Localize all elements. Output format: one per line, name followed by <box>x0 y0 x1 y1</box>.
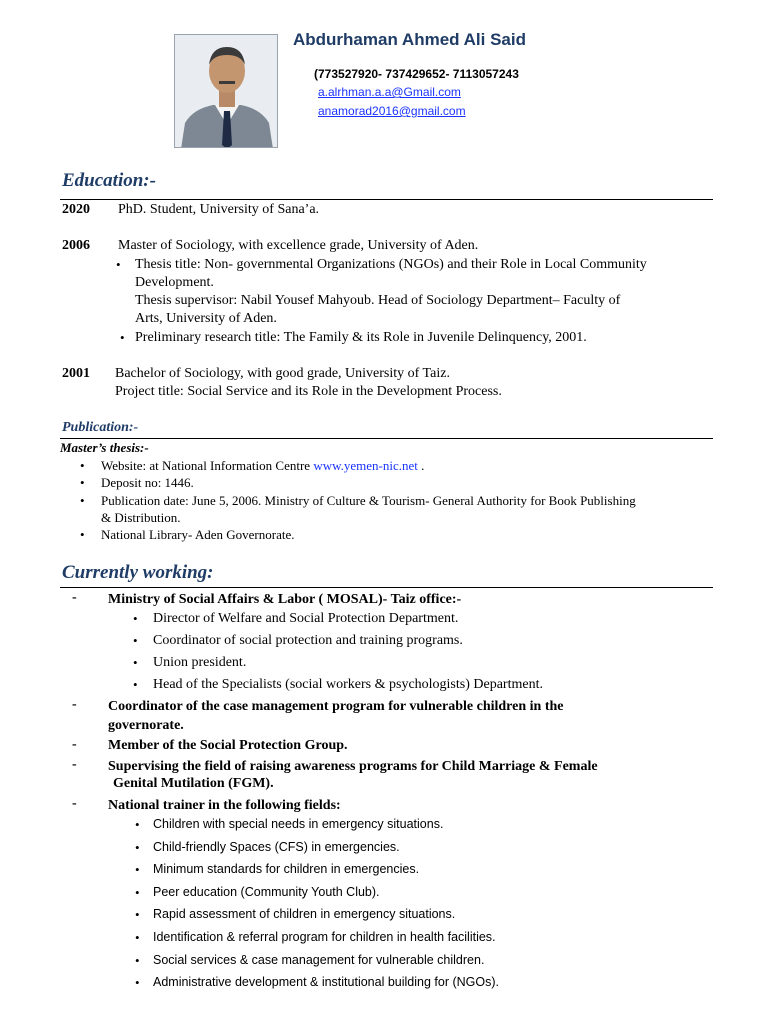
bullet-dot: • <box>80 475 85 490</box>
thesis-title: Thesis title: Non- governmental Organizations (NGOs) and their Role in Local Community <box>135 257 647 272</box>
email-link-primary[interactable]: a.alrhman.a.a@Gmail.com <box>318 85 461 99</box>
dash-marker: - <box>72 737 77 752</box>
masters-year: 2006 <box>62 238 90 253</box>
publication-library: National Library- Aden Governorate. <box>101 527 295 542</box>
bullet-dot: • <box>135 953 140 968</box>
bullet-dot: • <box>133 633 138 648</box>
working-heading: Currently working: <box>62 562 214 583</box>
preliminary-research: Preliminary research title: The Family & its Role in Juvenile Delinquency, 2001. <box>135 330 587 345</box>
publication-divider <box>60 438 713 439</box>
bullet-dot: • <box>80 527 85 542</box>
trainer-item: Social services & case management for vulnerable children. <box>153 953 485 967</box>
dash-marker: - <box>72 757 77 772</box>
coordinator-entry: Coordinator of the case management program for vulnerable children in the <box>108 699 564 714</box>
trainer-entry: National trainer in the following fields: <box>108 798 341 813</box>
profile-photo <box>174 34 278 148</box>
publication-subheading: Master’s thesis:- <box>60 440 149 455</box>
bullet-dot: • <box>133 677 138 692</box>
phone-numbers: (773527920- 737429652- 7113057243 <box>314 67 519 81</box>
trainer-item: Minimum standards for children in emergencies. <box>153 862 420 876</box>
bachelor-year: 2001 <box>62 366 90 381</box>
working-divider <box>60 587 713 588</box>
bullet-dot: • <box>133 611 138 626</box>
bullet-dot: • <box>135 975 140 990</box>
mosal-item: Head of the Specialists (social workers & psychologists) Department. <box>153 677 543 692</box>
member-entry: Member of the Social Protection Group. <box>108 738 348 753</box>
trainer-item: Identification & referral program for children in health facilities. <box>153 930 496 944</box>
trainer-item: Peer education (Community Youth Club). <box>153 885 380 899</box>
bullet-dot: • <box>135 907 140 922</box>
supervising-entry-cont: Genital Mutilation (FGM). <box>113 776 274 791</box>
phd-year: 2020 <box>62 202 90 217</box>
publication-deposit: Deposit no: 1446. <box>101 475 194 490</box>
bullet-dot: • <box>80 493 85 508</box>
thesis-supervisor-cont: Arts, University of Aden. <box>135 311 277 326</box>
dash-marker: - <box>72 697 77 712</box>
masters-text: Master of Sociology, with excellence grade, University of Aden. <box>118 238 479 253</box>
dash-marker: - <box>72 796 77 811</box>
bullet-dot: • <box>135 930 140 945</box>
education-divider <box>60 199 713 200</box>
mosal-item: Union president. <box>153 655 247 670</box>
mosal-item: Coordinator of social protection and training programs. <box>153 633 463 648</box>
publication-heading: Publication:- <box>62 420 139 435</box>
coordinator-entry-cont: governorate. <box>108 718 184 733</box>
thesis-supervisor: Thesis supervisor: Nabil Yousef Mahyoub. Head of Sociology Department– Faculty of <box>135 293 621 308</box>
publication-date-cont: & Distribution. <box>101 510 181 525</box>
bullet-dot: • <box>116 257 121 272</box>
mosal-item: Director of Welfare and Social Protection Department. <box>153 611 459 626</box>
trainer-item: Child-friendly Spaces (CFS) in emergencies. <box>153 840 400 854</box>
website-suffix: . <box>417 458 425 473</box>
supervising-entry: Supervising the field of raising awareness programs for Child Marriage & Female <box>108 759 598 774</box>
education-heading: Education:- <box>62 170 156 191</box>
thesis-title-cont: Development. <box>135 275 214 290</box>
trainer-item: Rapid assessment of children in emergency situations. <box>153 907 456 921</box>
dash-marker: - <box>72 590 77 605</box>
bullet-dot: • <box>135 885 140 900</box>
email-link-secondary[interactable]: anamorad2016@gmail.com <box>318 104 466 118</box>
bachelor-text: Bachelor of Sociology, with good grade, University of Taiz. <box>115 366 450 381</box>
bullet-dot: • <box>135 840 140 855</box>
bullet-dot: • <box>133 655 138 670</box>
trainer-item: Administrative development & institutional building for (NGOs). <box>153 975 499 989</box>
bullet-dot: • <box>135 817 140 832</box>
bachelor-project: Project title: Social Service and its Role in the Development Process. <box>115 384 502 399</box>
publication-date: Publication date: June 5, 2006. Ministry of Culture & Tourism- General Authority for Book Publishing <box>101 493 636 508</box>
bullet-dot: • <box>135 862 140 877</box>
bullet-dot: • <box>80 458 85 473</box>
website-link[interactable]: www.yemen-nic.net <box>313 458 418 473</box>
portrait-image <box>175 35 278 148</box>
mosal-entry: Ministry of Social Affairs & Labor ( MOSAL)- Taiz office:- <box>108 592 462 607</box>
candidate-name: Abdurhaman Ahmed Ali Said <box>293 30 526 49</box>
phd-text: PhD. Student, University of Sana’a. <box>118 202 320 217</box>
publication-website <box>101 458 424 474</box>
website-prefix: Website: at National Information Centre <box>101 458 314 473</box>
trainer-item: Children with special needs in emergency situations. <box>153 817 444 831</box>
bullet-dot: • <box>120 330 125 345</box>
